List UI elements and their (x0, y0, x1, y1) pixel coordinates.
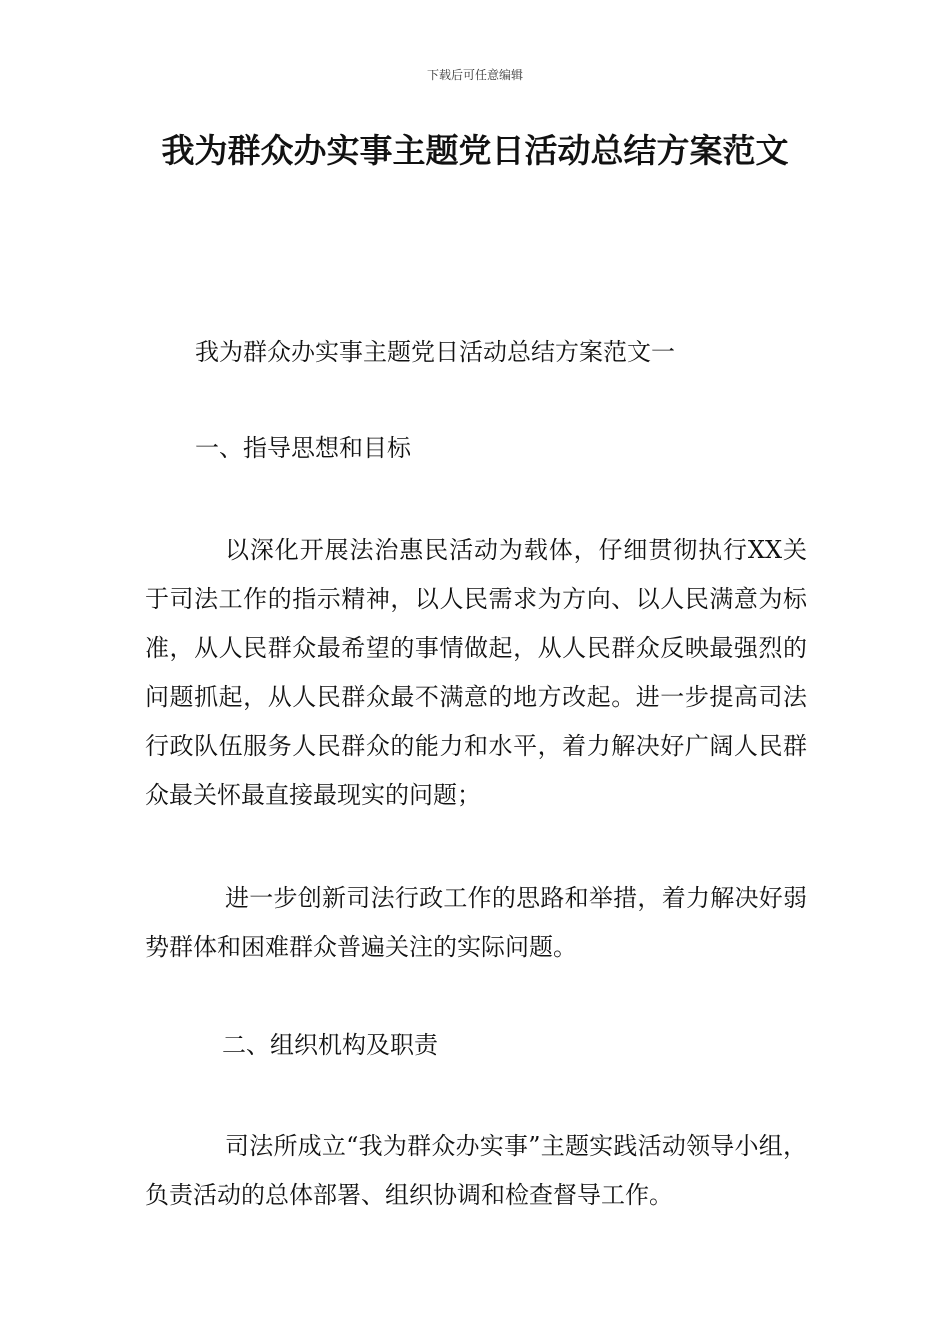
document-title: 我为群众办实事主题党日活动总结方案范文 (161, 131, 789, 170)
paragraph-organization: 司法所成立“我为群众办实事”主题实践活动领导小组，负责活动的总体部署、组织协调和检查督导工作。 (145, 1132, 807, 1209)
page-header-note: 下载后可任意编辑 (426, 68, 523, 82)
section-heading-guiding-ideology: 一、指导思想和目标 (195, 434, 411, 462)
document-subtitle: 我为群众办实事主题党日活动总结方案范文一 (195, 338, 675, 366)
section-heading-organization: 二、组织机构及职责 (222, 1031, 438, 1059)
paragraph-guiding-ideology: 以深化开展法治惠民活动为载体，仔细贯彻执行XX关于司法工作的指示精神，以人民需求为方向、以人民满意为标准，从人民群众最希望的事情做起，从人民群众反映最强烈的问题抓起，从人民群众最不满意的地方改起。进一步提高司法行政队伍服务人民群众的能力和水平，着力解决好广阔人民群众最关怀最直接最现实的问题； (145, 536, 807, 809)
paragraph-innovation: 进一步创新司法行政工作的思路和举措，着力解决好弱势群体和困难群众普遍关注的实际问题。 (145, 884, 807, 961)
